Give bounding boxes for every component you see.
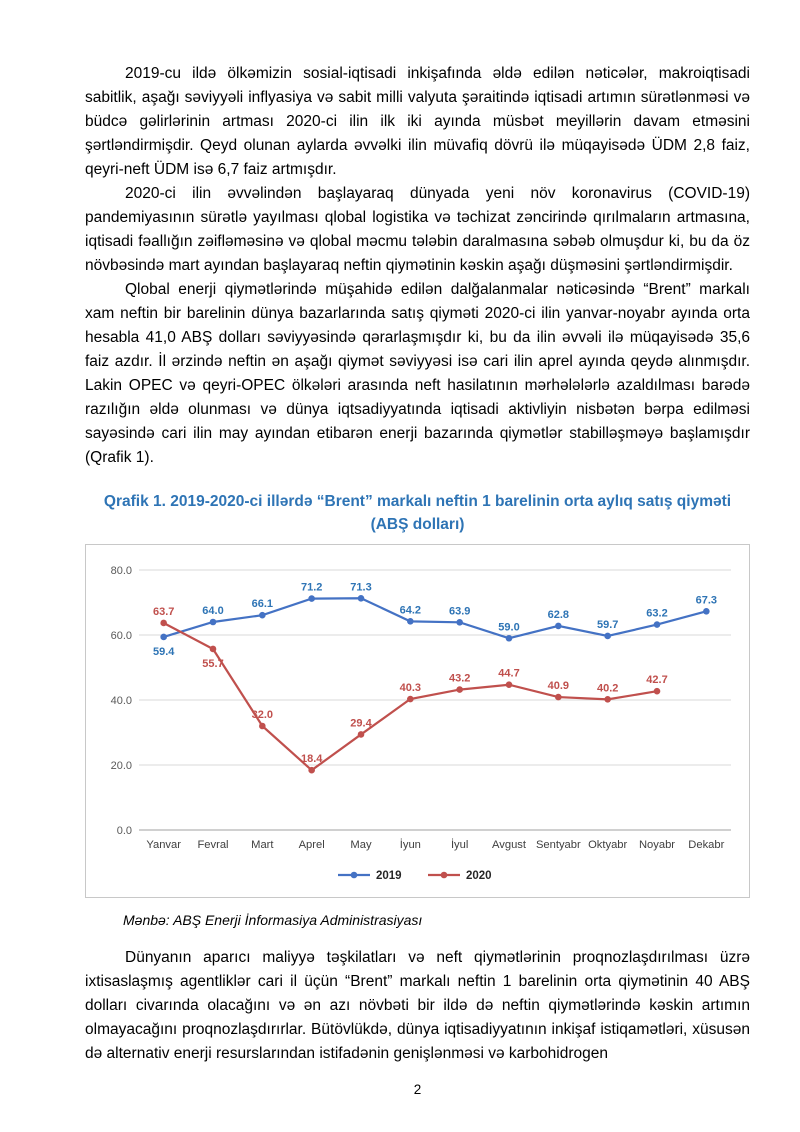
y-tick-label: 40.0 [110, 695, 132, 707]
series-marker-2020 [407, 696, 414, 703]
series-marker-2020 [505, 681, 512, 688]
chart-title [91, 490, 744, 536]
series-line-2019 [163, 598, 706, 638]
data-label: 29.4 [349, 717, 372, 730]
series-marker-2019 [407, 618, 414, 625]
data-label: 18.4 [300, 753, 322, 766]
data-label: 62.8 [547, 608, 569, 621]
x-tick-label: Avgust [491, 839, 526, 851]
chart-container [85, 544, 750, 898]
x-tick-label: May [349, 839, 372, 851]
data-label: 43.2 [448, 672, 470, 685]
page-number: 2 [413, 1082, 422, 1097]
legend-label-2020: 2020 [465, 870, 492, 882]
series-marker-2019 [308, 595, 315, 602]
data-label: 66.1 [251, 598, 273, 611]
x-tick-label: Mart [250, 839, 274, 851]
x-tick-label: Noyabr [638, 839, 675, 851]
y-tick-label: 60.0 [110, 630, 132, 642]
paragraph-covid-impact: 2020-ci ilin əvvəlindən başlayaraq dünyada yeni növ koronavirus (COVID-19) pandemiyasının sürətlə yayılması qlobal logistika və təchizat zəncirində qırılmaların artmasına, iqtisadi fəallığın zəifləməsinə və qlobal məcmu tələbin daralmasına səbəb olmuşdur ki, bu da öz növbəsində mart ayından başlayaraq neftin qiymətinin kəskin aşağı düşməsini şərtləndirmişdir. [85, 185, 750, 274]
data-label: 67.3 [695, 594, 717, 607]
data-label: 64.2 [399, 604, 421, 617]
series-marker-2020 [160, 620, 167, 627]
data-label: 59.0 [497, 621, 520, 634]
y-tick-label: 0.0 [116, 825, 132, 837]
data-label: 59.7 [596, 618, 618, 631]
data-label: 55.7 [201, 657, 224, 670]
series-marker-2019 [653, 621, 660, 628]
x-tick-label: Oktyabr [587, 839, 627, 851]
legend-marker-2020 [440, 872, 447, 879]
data-label: 63.2 [645, 607, 668, 620]
chart-source-note: Mənbə: ABŞ Enerji İnformasiya Administrasiyası [123, 912, 423, 928]
x-tick-label: Yanvar [145, 839, 181, 851]
series-marker-2020 [259, 723, 266, 730]
x-tick-label: İyul [450, 839, 468, 851]
series-marker-2019 [456, 619, 463, 626]
x-tick-label: Dekabr [687, 839, 724, 851]
data-label: 40.9 [547, 680, 569, 693]
series-marker-2020 [555, 694, 562, 701]
series-marker-2020 [604, 696, 611, 703]
chart-title-line2: (ABŞ dolları) [370, 516, 465, 533]
series-marker-2019 [209, 619, 216, 626]
data-label: 44.7 [497, 667, 520, 680]
x-tick-label: Aprel [298, 839, 325, 851]
paragraph-2019-results: 2019-cu ildə ölkəmizin sosial-iqtisadi inkişafında əldə edilən nəticələr, makroiqtisadi sabitlik, aşağı səviyyəli inflyasiya və sabit milli valyuta şəraitində iqtisadi artımın sürətlənməsi və büdcə gəlirlərinin artması 2020-ci ilin ilk iki ayında müsbət meyillərin davam etməsini şərtləndirmişdir. Qeyd olunan aylarda əvvəlki ilin müvafiq dövrü ilə müqayisədə ÜDM 2,8 faiz, qeyri-neft ÜDM isə 6,7 faiz artmışdır. [85, 65, 750, 178]
series-marker-2019 [604, 633, 611, 640]
legend-label-2019: 2019 [375, 870, 402, 882]
series-marker-2019 [357, 595, 364, 602]
data-label: 59.4 [152, 645, 174, 658]
data-label: 64.0 [201, 605, 224, 617]
series-marker-2019 [703, 608, 710, 615]
legend-marker-2019 [350, 872, 357, 879]
y-tick-label: 20.0 [110, 760, 132, 772]
chart-title-line1: Qrafik 1. 2019-2020-ci illərdə “Brent” markalı neftin 1 barelinin orta aylıq satış qiyməti [103, 493, 732, 510]
series-marker-2020 [357, 731, 364, 738]
x-tick-label: Sentyabr [535, 839, 581, 851]
series-marker-2019 [160, 634, 167, 641]
paragraph-forecast: Dünyanın aparıcı maliyyə təşkilatları və neft qiymətlərinin proqnozlaşdırılması üzrə ixtisaslaşmış agentliklər cari il üçün “Brent” markalı neftin 1 barelinin orta qiymətinin 40 ABŞ dolları civarında olacağını və ən azı növbəti bir ildə də neftin qiymətlərində kəskin artımın olmayacağını proqnozlaşdırırlar. Bütövlükdə, dünya iqtisadiyyatının inkişaf istiqamətləri, xüsusən də alternativ enerji resurslarından istifadənin genişlənməsi və karbohidrogen [85, 949, 750, 1062]
data-label: 32.0 [251, 709, 273, 721]
y-tick-label: 80.0 [110, 565, 132, 577]
series-marker-2020 [308, 767, 315, 774]
paragraph-brent-price: Qlobal enerji qiymətlərində müşahidə edilən dalğalanmalar nəticəsində “Brent” markalı xam neftin bir barelinin dünya bazarlarında satış qiyməti 2020-ci ilin yanvar-noyabr ayında orta hesabla 41,0 ABŞ dolları səviyyəsində qərarlaşmışdır ki, bu da ilin əvvəli ilə müqayisədə 35,6 faiz azdır. İl ərzində neftin ən aşağı qiymət səviyyəsi isə cari ilin aprel ayında qeydə alınmışdır. Lakin OPEC və qeyri-OPEC ölkələri arasında neft hasilatının mərhələlərlə azaldılması barədə razılığın əldə olunması və dünya iqtsadiyyatında iqtisadi aktivliyin nisbətən bərpa edilməsi sayəsində cari ilin may ayından etibarən enerji bazarında qiymətlər stabilləşməyə başlamışdır (Qrafik 1). [85, 281, 750, 466]
x-tick-label: İyun [399, 839, 421, 851]
data-label: 40.2 [596, 682, 618, 695]
data-label: 63.9 [448, 605, 470, 618]
data-label: 63.7 [152, 605, 174, 618]
x-tick-label: Fevral [196, 839, 229, 851]
series-marker-2019 [259, 612, 266, 619]
series-marker-2019 [555, 623, 562, 630]
series-marker-2020 [456, 686, 463, 693]
data-label: 71.3 [349, 581, 372, 594]
brent-price-line-chart [93, 555, 743, 895]
series-marker-2020 [653, 688, 660, 695]
data-label: 40.3 [399, 682, 421, 695]
series-marker-2020 [209, 646, 216, 653]
data-label: 42.7 [645, 674, 668, 687]
data-label: 71.2 [300, 581, 322, 594]
series-marker-2019 [505, 635, 512, 642]
